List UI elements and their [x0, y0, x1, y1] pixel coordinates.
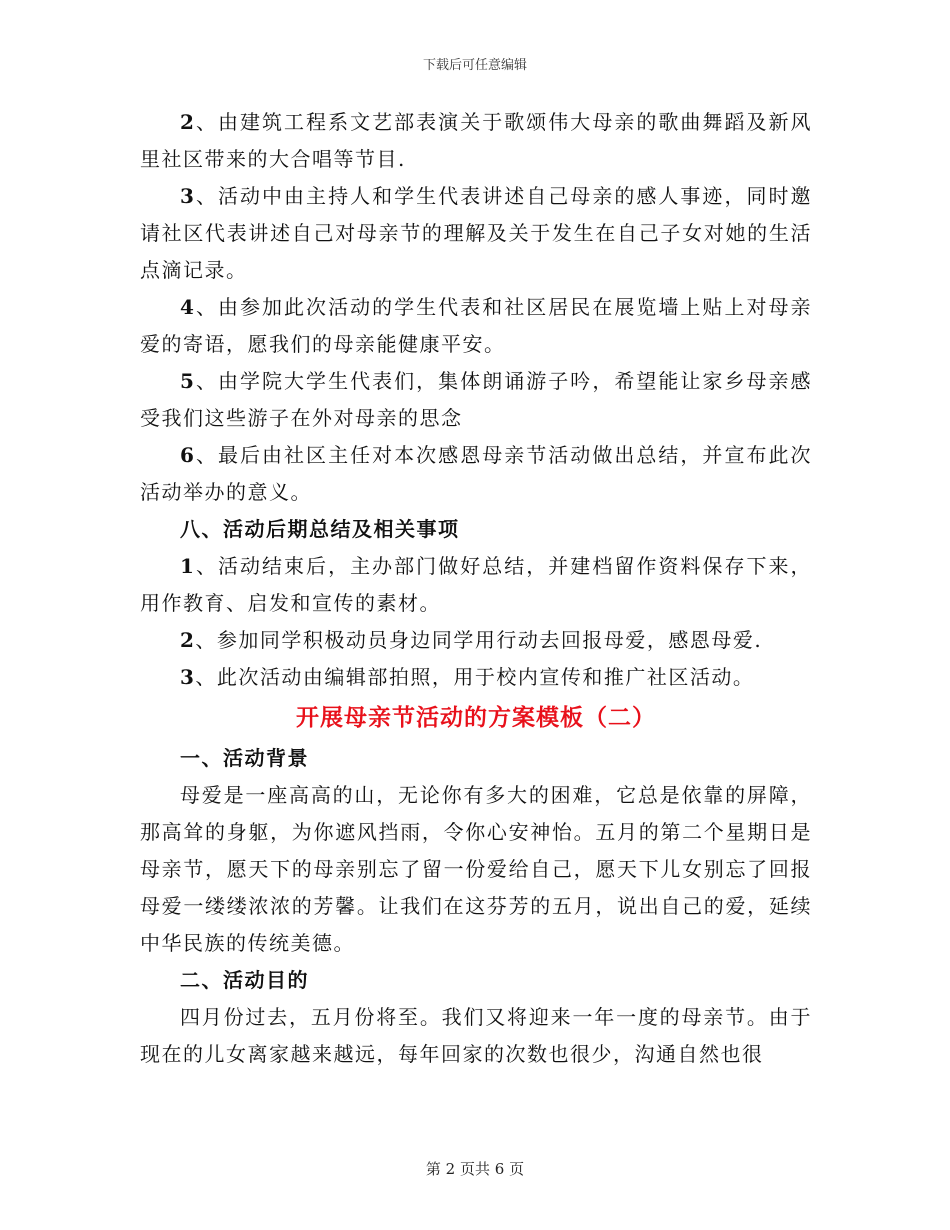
document-body [140, 104, 812, 1073]
item-number: 4 [180, 295, 196, 319]
page-header: 下载后可任意编辑 [422, 58, 527, 73]
item-text: 、此次活动由编辑部拍照，用于校内宣传和推广社区活动。 [195, 665, 755, 689]
section-heading: 二、活动目的 [180, 968, 309, 992]
paragraph: 四月份过去，五月份将至。我们又将迎来一年一度的母亲节。由于现在的儿女离家越来越远，每年回家的次数也很少，沟通自然也很 [140, 1005, 812, 1066]
item-number: 3 [180, 665, 196, 689]
item-number: 2 [180, 628, 196, 652]
item-number: 5 [180, 369, 196, 393]
section-heading: 一、活动背景 [180, 746, 309, 770]
list-item [140, 437, 812, 511]
item-text: 、参加同学积极动员身边同学用行动去回报母爱，感恩母爱. [195, 628, 763, 652]
list-item [140, 622, 812, 659]
item-text: 、活动中由主持人和学生代表讲述自己母亲的感人事迹，同时邀请社区代表讲述自己对母亲节的理解及关于发生在自己子女对她的生活点滴记录。 [140, 184, 812, 282]
item-number: 6 [180, 443, 196, 467]
list-item [140, 178, 812, 289]
list-item [140, 548, 812, 622]
paragraph: 母爱是一座高高的山，无论你有多大的困难，它总是依靠的屏障，那高耸的身躯，为你遮风挡雨，令你心安神怡。五月的第二个星期日是母亲节，愿天下的母亲别忘了留一份爱给自己，愿天下儿女别忘了回报母爱一缕缕浓浓的芳馨。让我们在这芬芳的五月，说出自己的爱，延续中华民族的传统美德。 [140, 783, 812, 955]
item-number: 2 [180, 110, 196, 134]
list-item [140, 289, 812, 363]
document-title: 开展母亲节活动的方案模板（二） [296, 704, 656, 731]
item-text: 、由参加此次活动的学生代表和社区居民在展览墙上贴上对母亲爱的寄语，愿我们的母亲能健康平安。 [140, 295, 812, 356]
list-item [140, 363, 812, 437]
item-number: 1 [180, 554, 196, 578]
item-text: 、由建筑工程系文艺部表演关于歌颂伟大母亲的歌曲舞蹈及新风里社区带来的大合唱等节目. [140, 110, 812, 171]
list-item [140, 104, 812, 178]
list-item [140, 659, 812, 696]
item-text: 、活动结束后，主办部门做好总结，并建档留作资料保存下来，用作教育、启发和宣传的素材。 [140, 554, 812, 615]
item-text: 、最后由社区主任对本次感恩母亲节活动做出总结，并宣布此次活动举办的意义。 [140, 443, 812, 504]
section-heading: 八、活动后期总结及相关事项 [180, 517, 460, 541]
item-text: 、由学院大学生代表们，集体朗诵游子吟，希望能让家乡母亲感受我们这些游子在外对母亲的思念 [140, 369, 812, 430]
item-number: 3 [180, 184, 196, 208]
page-footer: 第 2 页共 6 页 [425, 1160, 525, 1178]
